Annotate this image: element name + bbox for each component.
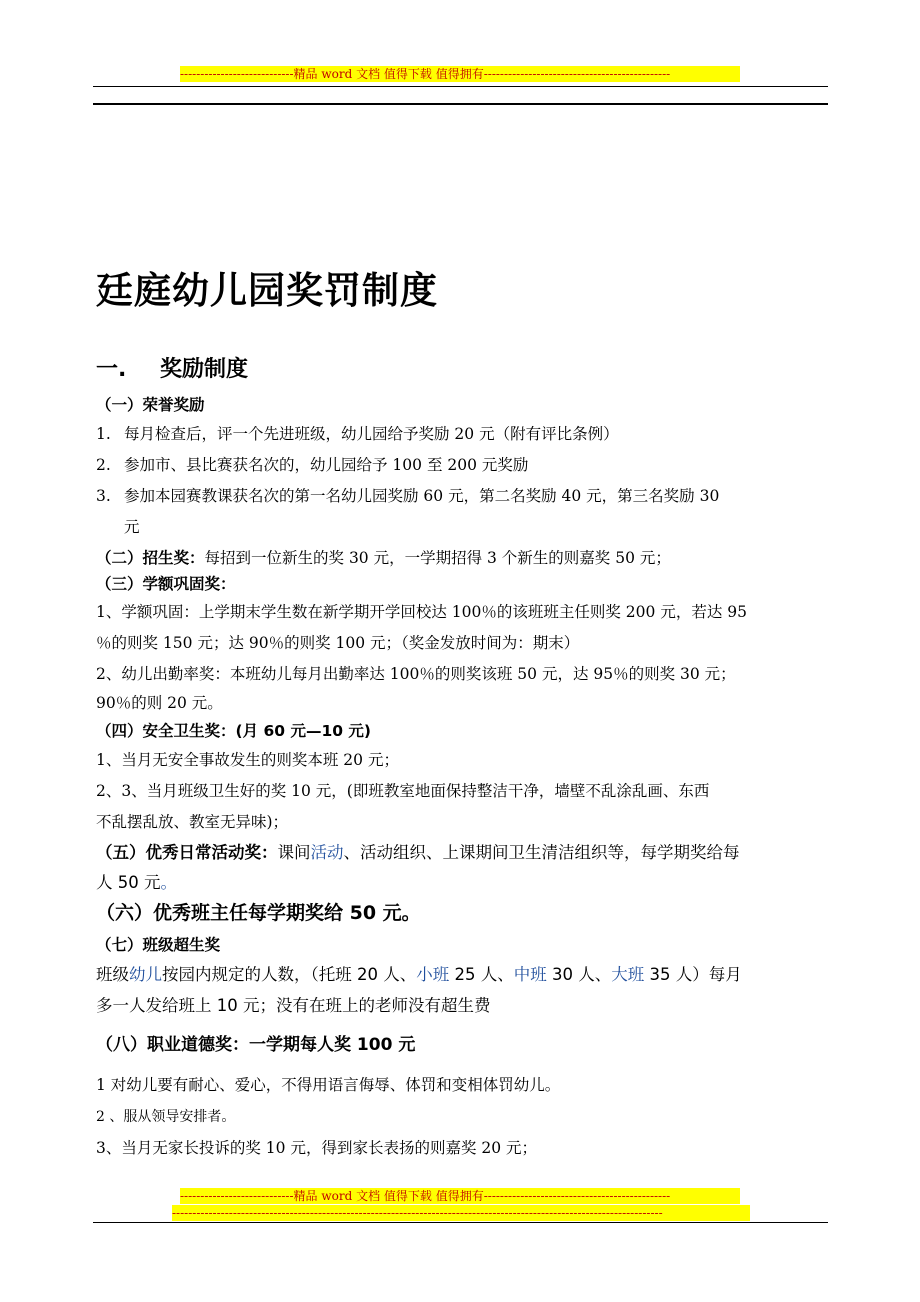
header-banner: ----------------------------精品 word 文档 值得下载 值得拥有---------------------------------------------- — [180, 66, 740, 82]
paragraph-line: 2、幼儿出勤率奖：本班幼儿每月出勤率达 100％的则奖该班 50 元，达 95％的则奖 30 元； — [96, 665, 736, 683]
item-text: 每月检查后，评一个先进班级，幼儿园给予奖励 20 元（附有评比条例） — [124, 425, 619, 443]
paragraph-line: 3、当月无家长投诉的奖 10 元，得到家长表扬的则嘉奖 20 元； — [96, 1139, 538, 1157]
overflow-line2: 多一人发给班上 10 元；没有在班上的老师没有超生费 — [96, 996, 491, 1015]
daily-heading: （五）优秀日常活动奖： — [96, 843, 278, 862]
text-span: 25 人、 — [449, 965, 514, 984]
overflow-heading: （七）班级超生奖 — [96, 936, 221, 954]
paragraph-line: ％的则奖 150 元；达 90％的则奖 100 元；（奖金发放时间为：期末） — [96, 634, 580, 652]
item-text: 参加市、县比赛获名次的，幼儿园给予 100 至 200 元奖励 — [124, 456, 529, 474]
footer-rule — [93, 1222, 828, 1223]
paragraph-line: 不乱摆乱放、教室无异味)； — [96, 813, 289, 831]
activity-link[interactable]: 活动 — [310, 843, 344, 862]
section-title: 奖励制度 — [160, 357, 249, 382]
header-rule-thick — [93, 103, 828, 105]
list-item — [96, 454, 831, 476]
daily-amount: 人 50 元 — [96, 873, 161, 892]
overflow-line1 — [96, 964, 831, 986]
document-title: 廷庭幼儿园奖罚制度 — [96, 269, 438, 312]
paragraph-line: 1 对幼儿要有耐心、爱心，不得用语言侮辱、体罚和变相体罚幼儿。 — [96, 1076, 561, 1094]
text-span: 35 人）每月 — [644, 965, 742, 984]
middle-class-link[interactable]: 中班 — [513, 965, 547, 984]
ethics-heading: （八）职业道德奖：一学期每人奖 100 元 — [96, 1035, 416, 1055]
small-class-link[interactable]: 小班 — [416, 965, 450, 984]
daily-line2 — [96, 872, 831, 894]
paragraph-line: 1、当月无安全事故发生的则奖本班 20 元； — [96, 751, 399, 769]
daily-text-post: 、活动组织、上课期间卫生清洁组织等，每学期奖给每 — [343, 843, 740, 862]
paragraph-line: 90％的则 20 元。 — [96, 694, 223, 712]
section-heading — [96, 352, 248, 383]
honor-heading: （一）荣誉奖励 — [96, 396, 205, 414]
daily-text-pre: 课间 — [277, 843, 311, 862]
child-link[interactable]: 幼儿 — [129, 965, 162, 984]
text-span: 按园内规定的人数，（托班 20 人、 — [162, 965, 417, 984]
list-item — [96, 423, 831, 445]
section-number: 一. — [96, 357, 127, 382]
list-item-continuation: 元 — [124, 518, 140, 536]
enroll-heading: （二）招生奖： — [96, 549, 205, 567]
footer-banner-2: ------------------------------------------------------------------------------------------------------------------------- — [172, 1205, 750, 1221]
retention-heading: （三）学额巩固奖： — [96, 575, 236, 593]
footer-banner: ----------------------------精品 word 文档 值得下载 值得拥有---------------------------------------------- — [180, 1188, 740, 1204]
list-item — [96, 485, 831, 507]
paragraph-line: 1、学额巩固：上学期末学生数在新学期开学回校达 100％的该班班主任则奖 200 元，若达 95 — [96, 603, 747, 621]
safety-heading: （四）安全卫生奖：(月 60 元—10 元) — [96, 722, 371, 740]
header-rule — [93, 86, 828, 87]
item-text: 参加本园赛教课获名次的第一名幼儿园奖励 60 元，第二名奖励 40 元，第三名奖励 30 — [124, 487, 720, 505]
big-class-link[interactable]: 大班 — [611, 965, 645, 984]
enroll-paragraph — [96, 547, 831, 569]
item-number: 2. — [96, 456, 111, 474]
item-number: 3. — [96, 487, 111, 505]
text-span: 班级 — [96, 965, 129, 984]
enroll-text: 每招到一位新生的奖 30 元，一学期招得 3 个新生的则嘉奖 50 元； — [204, 549, 671, 567]
daily-end: 。 — [160, 873, 177, 892]
item-number: 1. — [96, 425, 111, 443]
text-span: 30 人、 — [546, 965, 612, 984]
daily-paragraph — [96, 842, 831, 864]
paragraph-line: 2 、服从领导安排者。 — [96, 1109, 236, 1125]
paragraph-line: 2、3、当月班级卫生好的奖 10 元，(即班教室地面保持整洁干净，墙壁不乱涂乱画、东西 — [96, 782, 710, 800]
teacher-award: （六）优秀班主任每学期奖给 50 元。 — [96, 902, 421, 924]
